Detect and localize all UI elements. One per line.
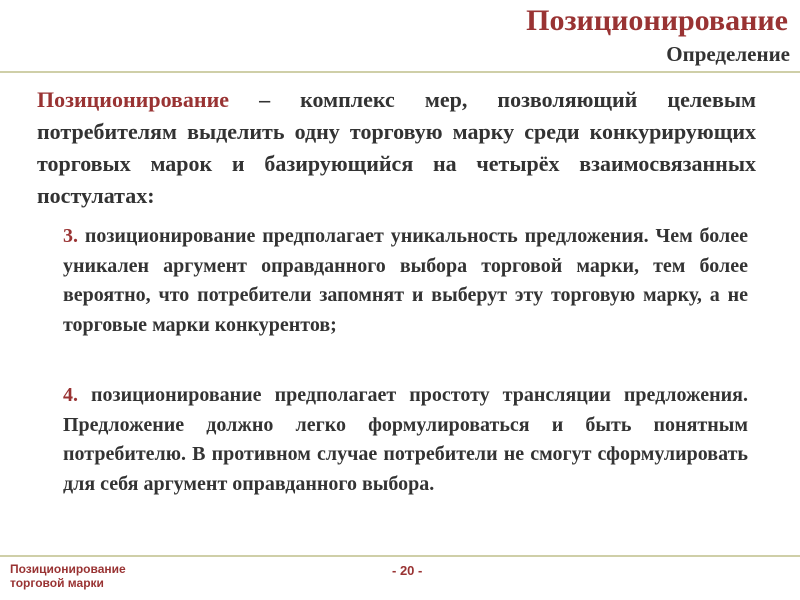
footer-divider <box>0 555 800 557</box>
point-number: 3. <box>63 225 78 247</box>
footer-label <box>10 562 126 590</box>
point-text: позиционирование предполагает уникальность предложения. Чем более уникален аргумент оправданного выбора торговой марки, тем более вероятно, что потребители запомнят и выберут эту торговую марку, а не торговые марки конкурентов; <box>63 225 748 336</box>
footer-label-line1: Позиционирование <box>10 562 126 576</box>
definition-term: Позиционирование <box>37 87 230 112</box>
footer-label-line2: торговой марки <box>10 576 104 590</box>
point-item-4 <box>63 381 748 499</box>
point-text: позиционирование предполагает простоту трансляции предложения. Предложение должно легко формулироваться и быть понятным потребителю. В противном случае потребители не смогут сформулировать для себя аргумент оправданного выбора. <box>63 384 748 495</box>
point-item-3 <box>63 222 748 340</box>
definition-text: – комплекс мер, позволяющий целевым потребителям выделить одну торговую марку среди конкурирующих торговых марок и базирующийся на четырёх взаимосвязанных постулатах: <box>37 87 756 208</box>
slide-subtitle: Определение <box>666 42 790 66</box>
slide-title: Позиционирование <box>526 4 788 37</box>
page-number: - 20 - <box>392 563 423 578</box>
header-divider <box>0 71 800 73</box>
point-number: 4. <box>63 384 78 406</box>
definition-paragraph <box>37 84 756 212</box>
